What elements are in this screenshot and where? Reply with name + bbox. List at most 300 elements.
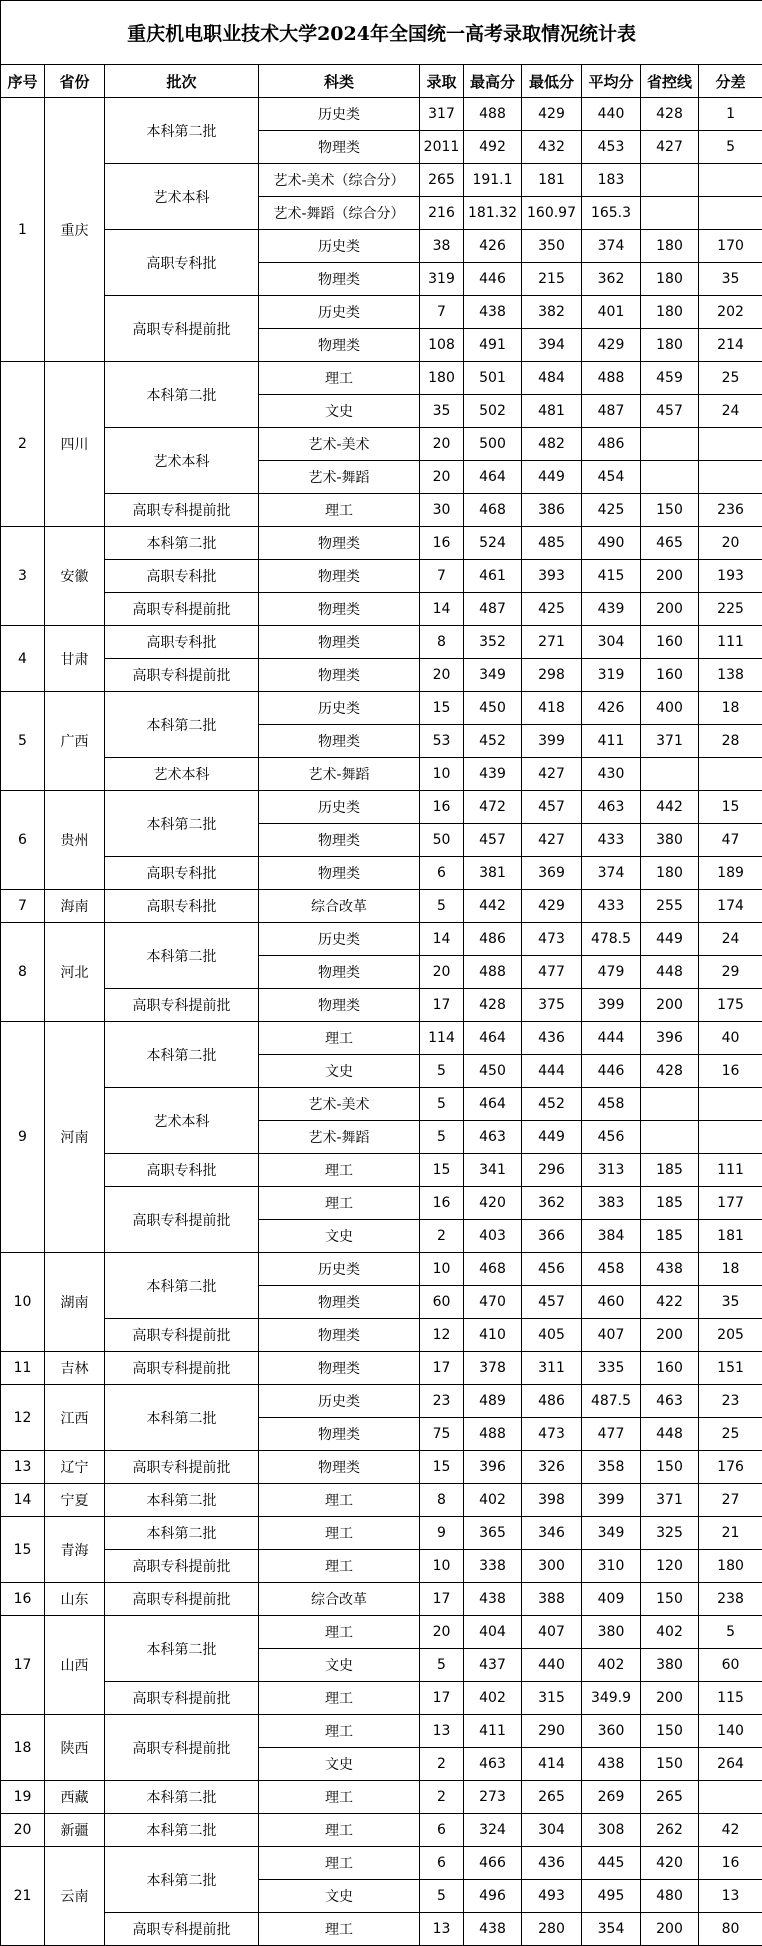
avg-score: 399 [582,1484,641,1517]
table-row [1,1715,762,1748]
max-score: 466 [464,1847,522,1880]
header-province: 省份 [45,65,105,98]
min-score: 429 [522,98,582,131]
max-score: 446 [464,263,522,296]
difference: 177 [699,1187,762,1220]
difference: 5 [699,1616,762,1649]
control-line: 480 [641,1880,699,1913]
min-score: 350 [522,230,582,263]
control-line: 150 [641,1715,699,1748]
category: 文史 [259,1220,420,1253]
header-row [1,65,762,98]
min-score: 425 [522,593,582,626]
min-score: 485 [522,527,582,560]
min-score: 427 [522,824,582,857]
max-score: 450 [464,1055,522,1088]
difference: 15 [699,791,762,824]
table-row [1,494,762,527]
batch-name: 高职专科批 [105,857,259,890]
max-score: 472 [464,791,522,824]
avg-score: 402 [582,1649,641,1682]
table-row [1,1913,762,1946]
min-score: 444 [522,1055,582,1088]
avg-score: 440 [582,98,641,131]
control-line [641,758,699,791]
header-admitted: 录取 [420,65,464,98]
header-difference: 分差 [699,65,762,98]
max-score: 410 [464,1319,522,1352]
min-score: 298 [522,659,582,692]
max-score: 437 [464,1649,522,1682]
min-score: 405 [522,1319,582,1352]
admitted: 7 [420,296,464,329]
category: 物理类 [259,131,420,164]
avg-score: 358 [582,1451,641,1484]
control-line [641,1088,699,1121]
admitted: 265 [420,164,464,197]
batch-name: 本科第二批 [105,923,259,989]
province-index: 7 [1,890,45,923]
max-score: 464 [464,1022,522,1055]
avg-score: 430 [582,758,641,791]
control-line: 200 [641,593,699,626]
avg-score: 401 [582,296,641,329]
control-line: 428 [641,1055,699,1088]
min-score: 449 [522,461,582,494]
admitted: 20 [420,956,464,989]
avg-score: 453 [582,131,641,164]
control-line: 200 [641,1682,699,1715]
control-line: 150 [641,494,699,527]
avg-score: 383 [582,1187,641,1220]
province-index: 2 [1,362,45,527]
control-line [641,164,699,197]
batch-name: 艺术本科 [105,758,259,791]
control-line: 262 [641,1814,699,1847]
min-score: 486 [522,1385,582,1418]
difference: 80 [699,1913,762,1946]
category: 文史 [259,1055,420,1088]
admitted: 16 [420,791,464,824]
difference: 29 [699,956,762,989]
avg-score: 425 [582,494,641,527]
control-line: 160 [641,626,699,659]
admitted: 10 [420,1253,464,1286]
category: 理工 [259,1814,420,1847]
min-score: 407 [522,1616,582,1649]
table-row [1,98,762,131]
batch-name: 本科第二批 [105,692,259,758]
difference: 1 [699,98,762,131]
batch-name: 高职专科批 [105,1154,259,1187]
table-row [1,230,762,263]
avg-score: 304 [582,626,641,659]
table-row [1,1154,762,1187]
category: 文史 [259,1649,420,1682]
batch-name: 高职专科提前批 [105,1583,259,1616]
table-row [1,1682,762,1715]
min-score: 280 [522,1913,582,1946]
avg-score: 335 [582,1352,641,1385]
avg-score: 488 [582,362,641,395]
difference: 13 [699,1880,762,1913]
admitted: 17 [420,1682,464,1715]
max-score: 496 [464,1880,522,1913]
batch-name: 高职专科提前批 [105,1451,259,1484]
control-line [641,428,699,461]
difference [699,197,762,230]
admitted: 6 [420,857,464,890]
avg-score: 458 [582,1088,641,1121]
max-score: 470 [464,1286,522,1319]
table-row [1,626,762,659]
admitted: 2 [420,1781,464,1814]
difference: 28 [699,725,762,758]
avg-score: 433 [582,824,641,857]
admitted: 20 [420,659,464,692]
control-line: 380 [641,824,699,857]
admitted: 15 [420,692,464,725]
category: 文史 [259,1880,420,1913]
control-line [641,197,699,230]
province-name: 江西 [45,1385,105,1451]
difference: 193 [699,560,762,593]
batch-name: 本科第二批 [105,1484,259,1517]
difference: 236 [699,494,762,527]
admitted: 38 [420,230,464,263]
difference: 111 [699,626,762,659]
avg-score: 433 [582,890,641,923]
province-index: 17 [1,1616,45,1715]
min-score: 440 [522,1649,582,1682]
min-score: 452 [522,1088,582,1121]
min-score: 449 [522,1121,582,1154]
batch-name: 本科第二批 [105,1847,259,1913]
category: 历史类 [259,692,420,725]
avg-score: 478.5 [582,923,641,956]
max-score: 365 [464,1517,522,1550]
min-score: 418 [522,692,582,725]
province-name: 河南 [45,1022,105,1253]
batch-name: 艺术本科 [105,1088,259,1154]
admitted: 10 [420,1550,464,1583]
province-index: 20 [1,1814,45,1847]
max-score: 463 [464,1121,522,1154]
province-name: 新疆 [45,1814,105,1847]
admitted: 108 [420,329,464,362]
category: 艺术-舞蹈（综合分） [259,197,420,230]
admitted: 2011 [420,131,464,164]
min-score: 493 [522,1880,582,1913]
category: 艺术-美术 [259,428,420,461]
min-score: 432 [522,131,582,164]
admitted: 53 [420,725,464,758]
min-score: 315 [522,1682,582,1715]
min-score: 296 [522,1154,582,1187]
province-name: 辽宁 [45,1451,105,1484]
admitted: 8 [420,626,464,659]
min-score: 160.97 [522,197,582,230]
table-row [1,1319,762,1352]
table-row [1,692,762,725]
province-index: 16 [1,1583,45,1616]
admitted: 16 [420,1187,464,1220]
province-index: 3 [1,527,45,626]
batch-name: 高职专科提前批 [105,1715,259,1781]
batch-name: 本科第二批 [105,1517,259,1550]
category: 历史类 [259,296,420,329]
control-line: 150 [641,1748,699,1781]
province-name: 湖南 [45,1253,105,1352]
province-index: 19 [1,1781,45,1814]
category: 综合改革 [259,1583,420,1616]
max-score: 524 [464,527,522,560]
category: 物理类 [259,1352,420,1385]
table-row [1,1484,762,1517]
control-line: 325 [641,1517,699,1550]
control-line: 396 [641,1022,699,1055]
max-score: 468 [464,494,522,527]
max-score: 404 [464,1616,522,1649]
admitted: 30 [420,494,464,527]
province-name: 陕西 [45,1715,105,1781]
table-row [1,560,762,593]
province-index: 21 [1,1847,45,1946]
min-score: 473 [522,1418,582,1451]
control-line: 465 [641,527,699,560]
table-row [1,1583,762,1616]
difference: 170 [699,230,762,263]
control-line: 185 [641,1154,699,1187]
admitted: 50 [420,824,464,857]
min-score: 456 [522,1253,582,1286]
control-line: 427 [641,131,699,164]
min-score: 482 [522,428,582,461]
batch-name: 高职专科批 [105,626,259,659]
admitted: 20 [420,428,464,461]
control-line: 150 [641,1451,699,1484]
admitted: 2 [420,1220,464,1253]
admitted: 23 [420,1385,464,1418]
province-name: 宁夏 [45,1484,105,1517]
admitted: 12 [420,1319,464,1352]
header-index: 序号 [1,65,45,98]
category: 艺术-美术 [259,1088,420,1121]
admitted: 16 [420,527,464,560]
category: 物理类 [259,824,420,857]
difference: 35 [699,263,762,296]
control-line: 428 [641,98,699,131]
difference: 140 [699,1715,762,1748]
table-row [1,593,762,626]
difference [699,758,762,791]
admitted: 180 [420,362,464,395]
control-line: 438 [641,1253,699,1286]
min-score: 473 [522,923,582,956]
avg-score: 183 [582,164,641,197]
batch-name: 艺术本科 [105,164,259,230]
avg-score: 384 [582,1220,641,1253]
control-line: 265 [641,1781,699,1814]
province-name: 四川 [45,362,105,527]
avg-score: 454 [582,461,641,494]
max-score: 338 [464,1550,522,1583]
difference: 151 [699,1352,762,1385]
difference: 20 [699,527,762,560]
avg-score: 399 [582,989,641,1022]
category: 物理类 [259,989,420,1022]
avg-score: 438 [582,1748,641,1781]
control-line: 380 [641,1649,699,1682]
max-score: 502 [464,395,522,428]
batch-name: 本科第二批 [105,1385,259,1451]
category: 艺术-舞蹈 [259,758,420,791]
table-row [1,1352,762,1385]
difference: 25 [699,1418,762,1451]
control-line: 422 [641,1286,699,1319]
min-score: 326 [522,1451,582,1484]
difference: 35 [699,1286,762,1319]
province-name: 吉林 [45,1352,105,1385]
avg-score: 479 [582,956,641,989]
category: 物理类 [259,626,420,659]
max-score: 450 [464,692,522,725]
admitted: 5 [420,1121,464,1154]
admitted: 2 [420,1748,464,1781]
difference: 238 [699,1583,762,1616]
province-index: 13 [1,1451,45,1484]
category: 历史类 [259,230,420,263]
min-score: 304 [522,1814,582,1847]
avg-score: 411 [582,725,641,758]
avg-score: 460 [582,1286,641,1319]
table-row [1,890,762,923]
min-score: 393 [522,560,582,593]
avg-score: 486 [582,428,641,461]
max-score: 464 [464,1088,522,1121]
difference: 202 [699,296,762,329]
max-score: 381 [464,857,522,890]
avg-score: 426 [582,692,641,725]
header-max-score: 最高分 [464,65,522,98]
control-line: 180 [641,230,699,263]
province-index: 1 [1,98,45,362]
difference: 60 [699,1649,762,1682]
difference: 174 [699,890,762,923]
min-score: 215 [522,263,582,296]
avg-score: 354 [582,1913,641,1946]
category: 物理类 [259,659,420,692]
control-line: 459 [641,362,699,395]
header-avg-score: 平均分 [582,65,641,98]
min-score: 362 [522,1187,582,1220]
category: 理工 [259,1517,420,1550]
batch-name: 高职专科提前批 [105,593,259,626]
province-name: 重庆 [45,98,105,362]
header-batch: 批次 [105,65,259,98]
max-score: 181.32 [464,197,522,230]
province-name: 山东 [45,1583,105,1616]
province-name: 安徽 [45,527,105,626]
control-line: 120 [641,1550,699,1583]
max-score: 488 [464,98,522,131]
difference: 24 [699,923,762,956]
admitted: 15 [420,1451,464,1484]
table-row [1,1253,762,1286]
table-row [1,791,762,824]
province-index: 15 [1,1517,45,1583]
min-score: 399 [522,725,582,758]
avg-score: 487 [582,395,641,428]
table-row [1,1847,762,1880]
control-line: 180 [641,263,699,296]
difference: 24 [699,395,762,428]
max-score: 501 [464,362,522,395]
control-line: 200 [641,989,699,1022]
province-index: 11 [1,1352,45,1385]
control-line: 160 [641,659,699,692]
admitted: 5 [420,1649,464,1682]
avg-score: 313 [582,1154,641,1187]
control-line: 448 [641,1418,699,1451]
table-row [1,1781,762,1814]
avg-score: 477 [582,1418,641,1451]
admitted: 60 [420,1286,464,1319]
admitted: 17 [420,989,464,1022]
batch-name: 高职专科提前批 [105,1913,259,1946]
batch-name: 高职专科提前批 [105,296,259,362]
max-score: 402 [464,1682,522,1715]
batch-name: 本科第二批 [105,362,259,428]
difference: 205 [699,1319,762,1352]
min-score: 484 [522,362,582,395]
province-name: 山西 [45,1616,105,1715]
admitted: 15 [420,1154,464,1187]
max-score: 403 [464,1220,522,1253]
table-row [1,1451,762,1484]
max-score: 402 [464,1484,522,1517]
avg-score: 458 [582,1253,641,1286]
province-index: 12 [1,1385,45,1451]
batch-name: 高职专科批 [105,890,259,923]
category: 物理类 [259,263,420,296]
difference: 180 [699,1550,762,1583]
table-row [1,296,762,329]
avg-score: 444 [582,1022,641,1055]
difference [699,461,762,494]
max-score: 488 [464,956,522,989]
avg-score: 308 [582,1814,641,1847]
max-score: 420 [464,1187,522,1220]
category: 理工 [259,1682,420,1715]
batch-name: 艺术本科 [105,428,259,494]
control-line: 200 [641,1913,699,1946]
min-score: 181 [522,164,582,197]
batch-name: 高职专科提前批 [105,989,259,1022]
control-line: 371 [641,725,699,758]
province-index: 6 [1,791,45,890]
min-score: 382 [522,296,582,329]
avg-score: 349.9 [582,1682,641,1715]
category: 物理类 [259,857,420,890]
category: 理工 [259,1550,420,1583]
control-line: 449 [641,923,699,956]
difference: 176 [699,1451,762,1484]
table-row [1,1517,762,1550]
table-body [1,98,762,1946]
province-name: 河北 [45,923,105,1022]
control-line: 448 [641,956,699,989]
